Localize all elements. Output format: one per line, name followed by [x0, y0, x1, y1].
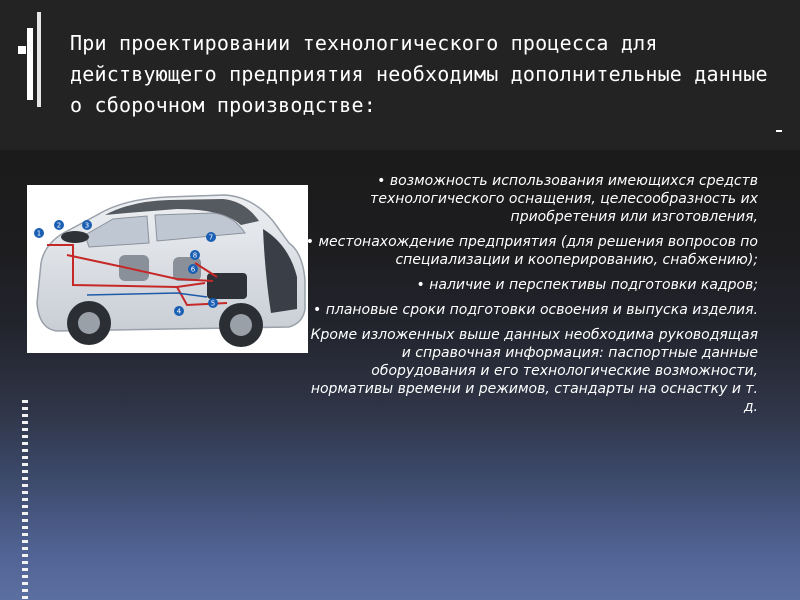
bullet-item: • плановые сроки подготовки освоения и выпуска изделия. [313, 302, 758, 318]
callout-label: 7 [208, 233, 214, 242]
engine-block [207, 273, 247, 299]
bullet-item: • возможность использования имеющихся средств технологического оснащения, целесообразность их приобретения или изготовления, [370, 173, 758, 225]
decor-bar [27, 28, 33, 100]
callout-label: 1 [36, 229, 42, 238]
callout-label: 6 [190, 265, 196, 274]
tank [61, 231, 89, 243]
bullet-list [300, 172, 758, 423]
bullet-item: • наличие и перспективы подготовки кадров; [416, 277, 758, 293]
wheel-hub [78, 312, 100, 334]
callout-label: 5 [210, 299, 216, 308]
car-illustration [27, 185, 308, 353]
decor-dash [776, 130, 782, 132]
decor-ticks [22, 400, 28, 600]
callout-label: 2 [56, 221, 62, 230]
callout-label: 8 [192, 251, 198, 260]
car-cutaway-svg [27, 185, 308, 353]
callout-label: 3 [84, 221, 90, 230]
slide-title: При проектировании технологического процесса для действующего предприятия необходимы дополнительные данные о сборочном производстве: [70, 31, 768, 117]
decor-square [18, 46, 26, 54]
bullet-item: • местонахождение предприятия (для решения вопросов по специализации и кооперированию, снабжению); [305, 234, 758, 268]
wheel-hub [230, 314, 252, 336]
bullet-item: Кроме изложенных выше данных необходима руководящая и справочная информация: паспортные данные оборудования и его технологические возможности, нормативы времени и режимов, стандарты на оснастку и т. д. [310, 327, 758, 415]
callout-label: 4 [176, 307, 182, 316]
decor-bar [37, 12, 41, 107]
